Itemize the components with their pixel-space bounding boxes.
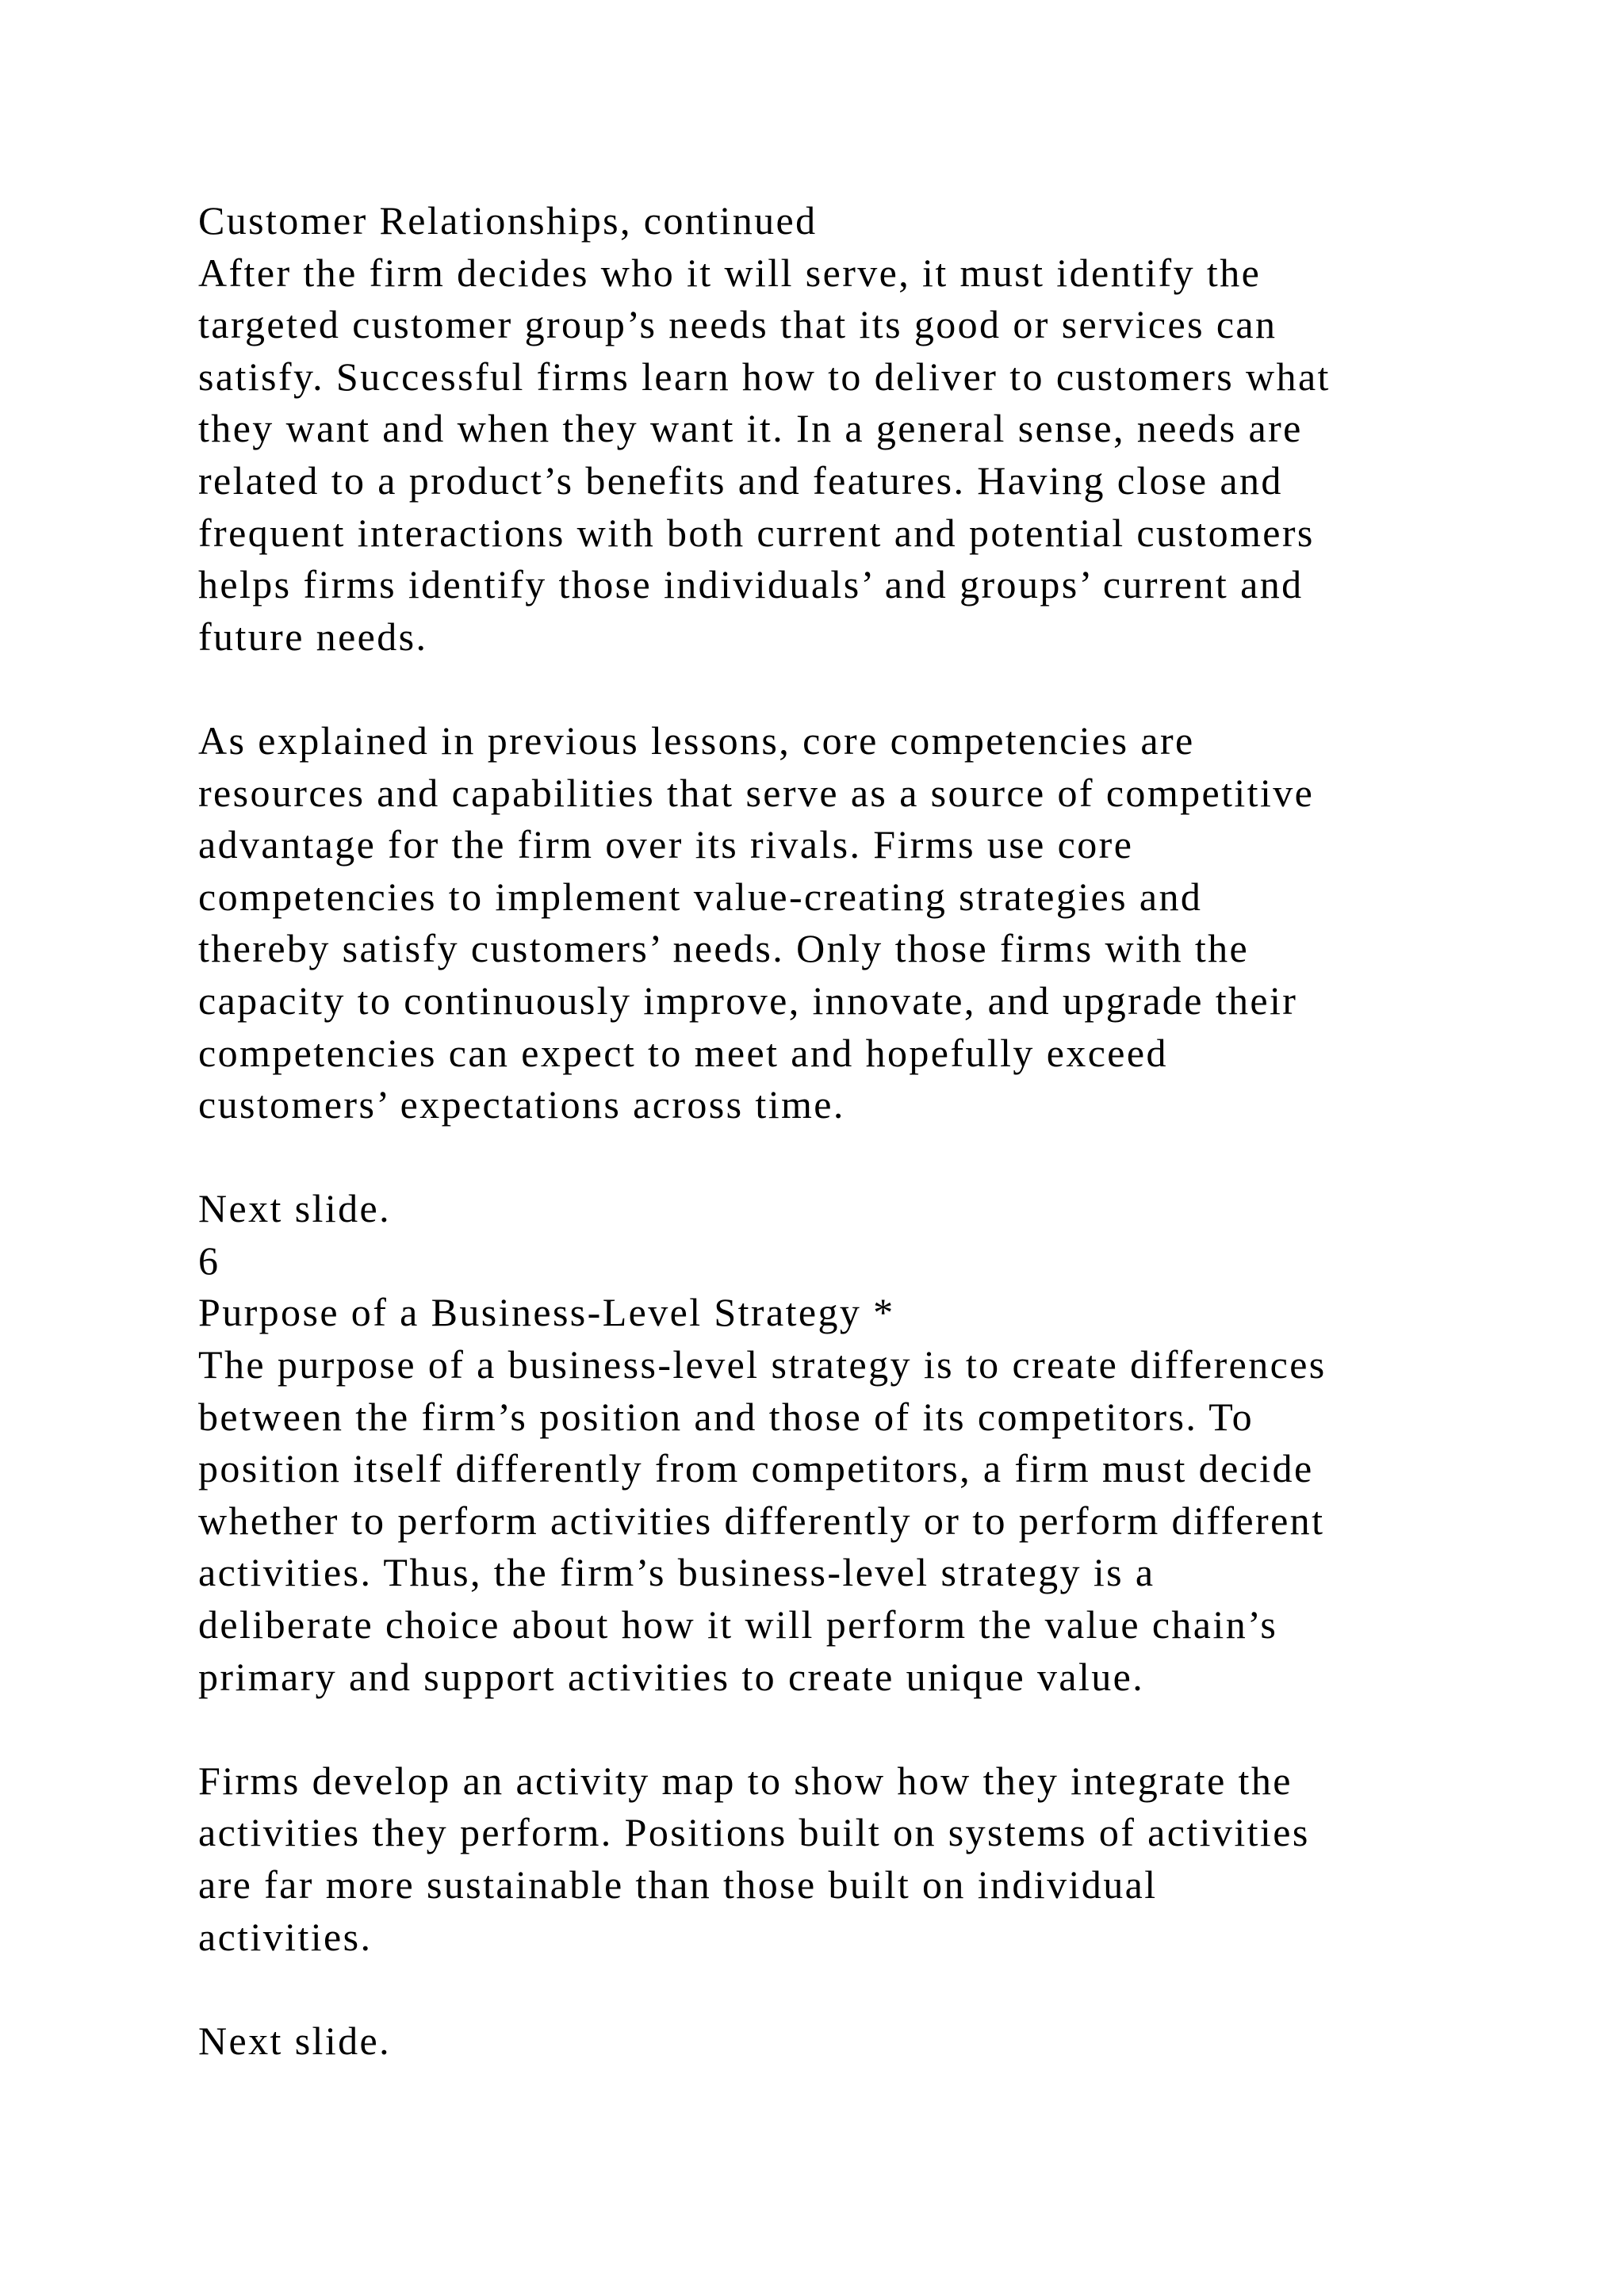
next-slide-note: Next slide. [198, 2018, 392, 2063]
paragraph-line: The purpose of a business-level strategy is to create differences [198, 1342, 1327, 1387]
paragraph-line: related to a product’s benefits and features. Having close and [198, 457, 1283, 503]
paragraph-line: helps firms identify those individuals’ and groups’ current and [198, 562, 1304, 607]
paragraph-line: advantage for the firm over its rivals. Firms use core [198, 822, 1134, 867]
paragraph-line: After the firm decides who it will serve, it must identify the [198, 250, 1262, 295]
paragraph-line: whether to perform activities differently or to perform different [198, 1498, 1325, 1543]
blank-line [198, 1963, 1546, 2015]
blank-line [198, 1703, 1546, 1755]
paragraph-line: competencies to implement value-creating strategies and [198, 874, 1203, 919]
paragraph-line: position itself differently from competitors, a firm must decide [198, 1446, 1314, 1491]
blank-line [198, 1131, 1546, 1184]
paragraph-line: capacity to continuously improve, innovate, and upgrade their [198, 978, 1298, 1023]
document-body [198, 195, 1546, 2067]
paragraph-line: primary and support activities to create unique value. [198, 1654, 1145, 1699]
section-heading-customer-relationships: Customer Relationships, continued [198, 198, 818, 243]
paragraph-line: satisfy. Successful firms learn how to deliver to customers what [198, 354, 1331, 399]
next-slide-note: Next slide. [198, 1186, 392, 1231]
paragraph-line: targeted customer group’s needs that its good or services can [198, 302, 1277, 347]
paragraph-line: frequent interactions with both current and potential customers [198, 510, 1315, 555]
paragraph-line: As explained in previous lessons, core competencies are [198, 718, 1195, 763]
section-heading-business-level-strategy: Purpose of a Business-Level Strategy * [198, 1290, 895, 1335]
slide-number: 6 [198, 1238, 220, 1283]
paragraph-line: thereby satisfy customers’ needs. Only those firms with the [198, 926, 1250, 971]
paragraph-line: deliberate choice about how it will perform the value chain’s [198, 1602, 1278, 1647]
paragraph-line: Firms develop an activity map to show how they integrate the [198, 1758, 1293, 1803]
blank-line [198, 663, 1546, 715]
paragraph-line: future needs. [198, 614, 428, 659]
paragraph-line: they want and when they want it. In a general sense, needs are [198, 406, 1303, 451]
paragraph-line: between the firm’s position and those of its competitors. To [198, 1394, 1254, 1439]
paragraph-line: competencies can expect to meet and hopefully exceed [198, 1030, 1168, 1075]
paragraph-line: activities. Thus, the firm’s business-level strategy is a [198, 1550, 1155, 1595]
paragraph-line: are far more sustainable than those built on individual [198, 1862, 1158, 1907]
paragraph-line: customers’ expectations across time. [198, 1082, 845, 1127]
paragraph-line: resources and capabilities that serve as a source of competitive [198, 770, 1315, 815]
paragraph-line: activities they perform. Positions built on systems of activities [198, 1810, 1310, 1855]
paragraph-line: activities. [198, 1914, 373, 1959]
